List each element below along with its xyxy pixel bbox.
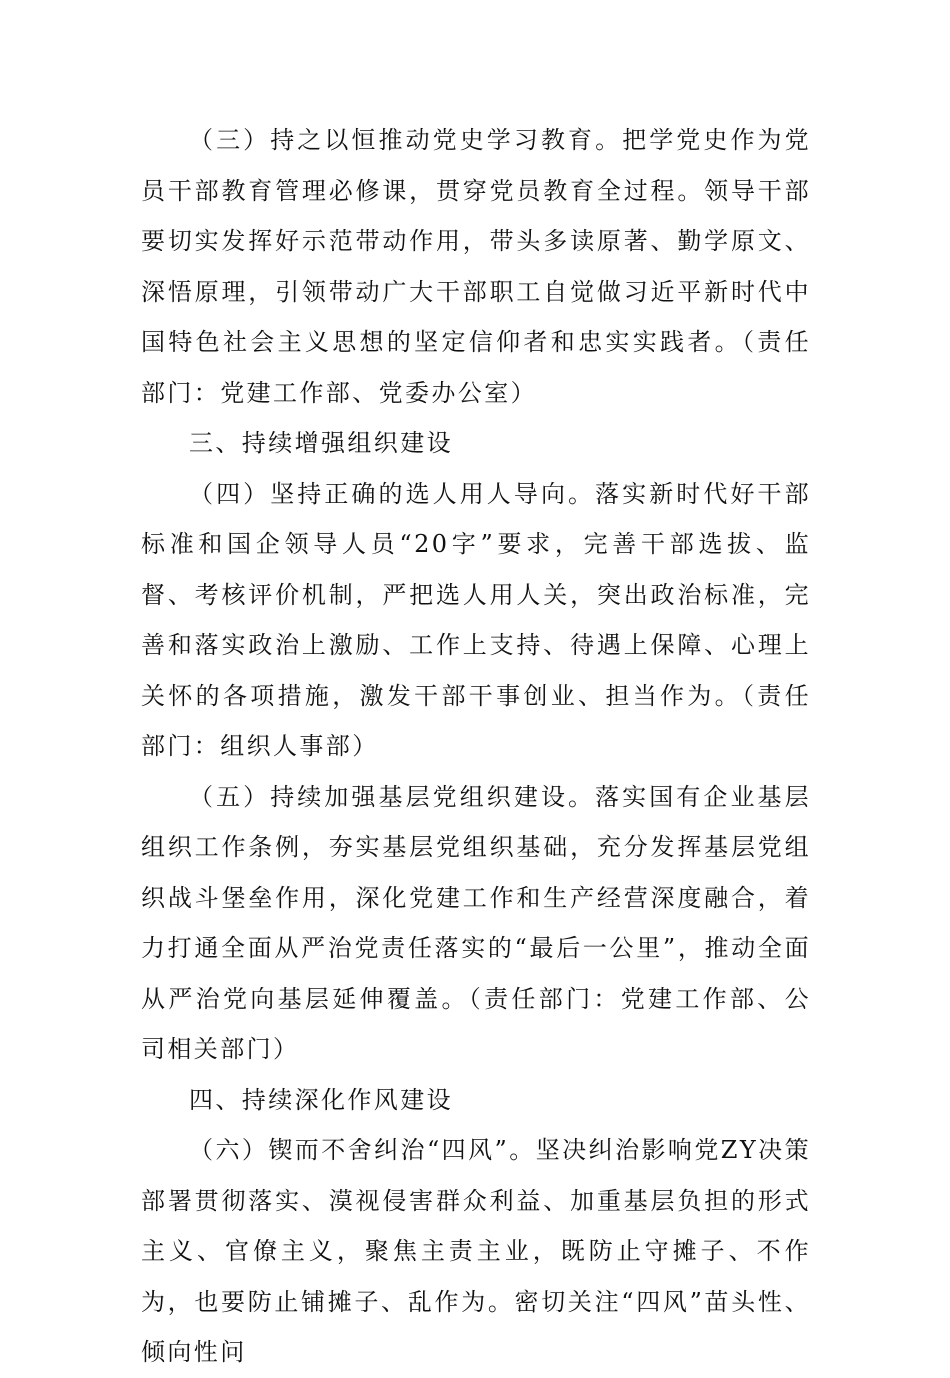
paragraph-item-3: （三）持之以恒推动党史学习教育。把学党史作为党员干部教育管理必修课，贯穿党员教育全过程。领导干部要切实发挥好示范带动作用，带头多读原著、勤学原文、深悟原理，引领带动广大干部职工自觉做习近平新时代中国特色社会主义思想的坚定信仰者和忠实实践者。（责任部门：党建工作部、党委办公室） <box>141 126 811 407</box>
paragraph-item-5: （五）持续加强基层党组织建设。落实国有企业基层组织工作条例，夯实基层党组织基础，充分发挥基层党组织战斗堡垒作用，深化党建工作和生产经营深度融合，着力打通全面从严治党责任落实的“最后一公里”，推动全面从严治党向基层延伸覆盖。（责任部门：党建工作部、公司相关部门） <box>141 782 811 1063</box>
document-body <box>141 115 811 1378</box>
paragraph-item-6: （六）锲而不舍纠治“四风”。坚决纠治影响党ZY决策部署贯彻落实、漠视侵害群众利益、加重基层负担的形式主义、官僚主义，聚焦主责主业，既防止守摊子、不作为，也要防止铺摊子、乱作为。密切关注“四风”苗头性、倾向性问 <box>141 1136 811 1366</box>
section-heading-4: 四、持续深化作风建设 <box>189 1085 453 1114</box>
paragraph-item-4: （四）坚持正确的选人用人导向。落实新时代好干部标准和国企领导人员“20字”要求，完善干部选拔、监督、考核评价机制，严把选人用人关，突出政治标准，完善和落实政治上激励、工作上支持、待遇上保障、心理上关怀的各项措施，激发干部干事创业、担当作为。（责任部门：组织人事部） <box>141 479 811 760</box>
section-heading-3: 三、持续增强组织建设 <box>189 429 453 457</box>
